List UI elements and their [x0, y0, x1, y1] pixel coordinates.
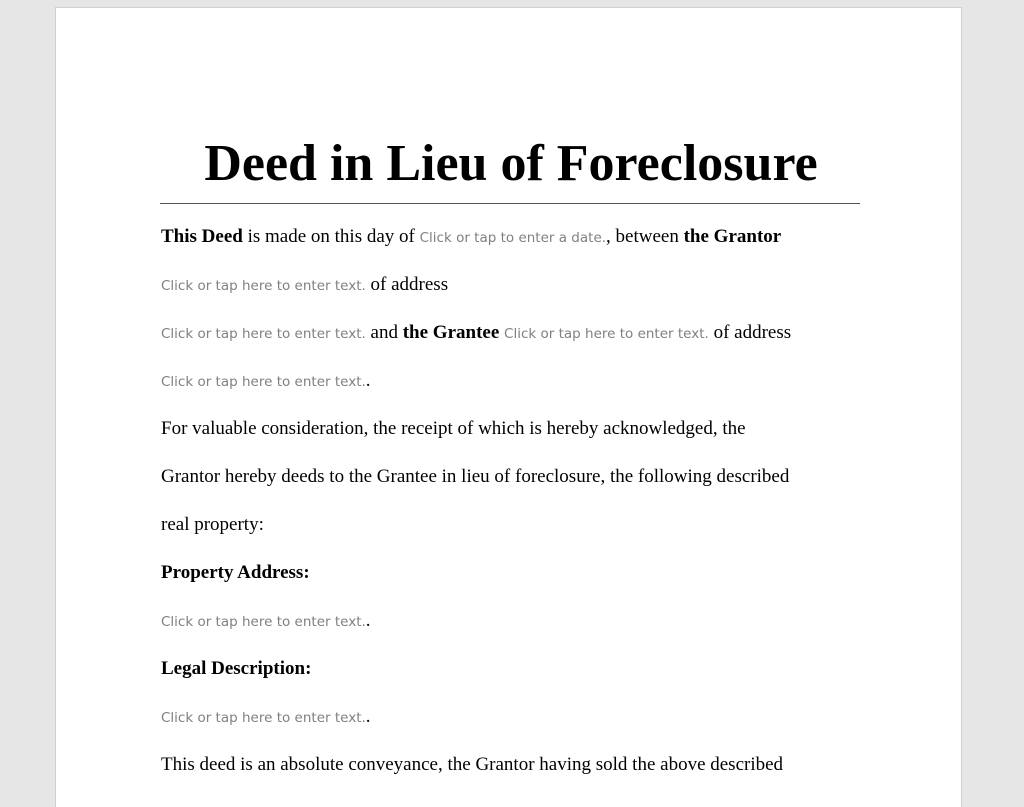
paragraph-line: [161, 321, 881, 346]
property-address-field[interactable]: Click or tap here to enter text.: [161, 614, 366, 630]
consideration-line-2: Grantor hereby deeds to the Grantee in lieu of foreclosure, the following described: [161, 466, 790, 487]
paragraph-line: [161, 705, 881, 730]
period: .: [365, 706, 371, 727]
title-underline: [160, 203, 860, 204]
document-title: Deed in Lieu of Foreclosure: [204, 135, 818, 192]
consideration-line-3: real property:: [161, 514, 264, 535]
made-on-text: is made on this day of: [242, 226, 420, 247]
conveyance-line-1: This deed is an absolute conveyance, the Grantor having sold the above described: [161, 754, 784, 775]
grantor-label: the Grantor: [683, 226, 782, 247]
paragraph-line: [161, 609, 881, 634]
property-address-label: Property Address:: [161, 562, 310, 583]
and-text: and: [365, 322, 403, 343]
between-text: , between: [606, 226, 684, 247]
consideration-line-1: For valuable consideration, the receipt of which is hereby acknowledged, the: [161, 418, 746, 439]
document-page: [55, 7, 962, 807]
of-address-text: of address: [365, 274, 449, 295]
legal-description-label: Legal Description:: [161, 658, 312, 679]
date-picker-field[interactable]: Click or tap to enter a date.: [419, 230, 607, 246]
paragraph-line: [161, 369, 881, 394]
grantor-name-field[interactable]: Click or tap here to enter text.: [161, 278, 366, 294]
of-address-text: of address: [708, 322, 792, 343]
paragraph-line: [161, 225, 881, 250]
period: .: [365, 370, 371, 391]
this-deed-label: This Deed: [161, 226, 243, 247]
grantee-label: the Grantee: [402, 322, 500, 343]
grantor-address-field[interactable]: Click or tap here to enter text.: [161, 326, 366, 342]
grantee-address-field[interactable]: Click or tap here to enter text.: [161, 374, 366, 390]
legal-description-heading: [161, 657, 881, 681]
period: .: [365, 610, 371, 631]
legal-description-field[interactable]: Click or tap here to enter text.: [161, 710, 366, 726]
paragraph-line: [161, 273, 881, 298]
property-address-heading: [161, 561, 881, 585]
grantee-name-field[interactable]: Click or tap here to enter text.: [504, 326, 709, 342]
